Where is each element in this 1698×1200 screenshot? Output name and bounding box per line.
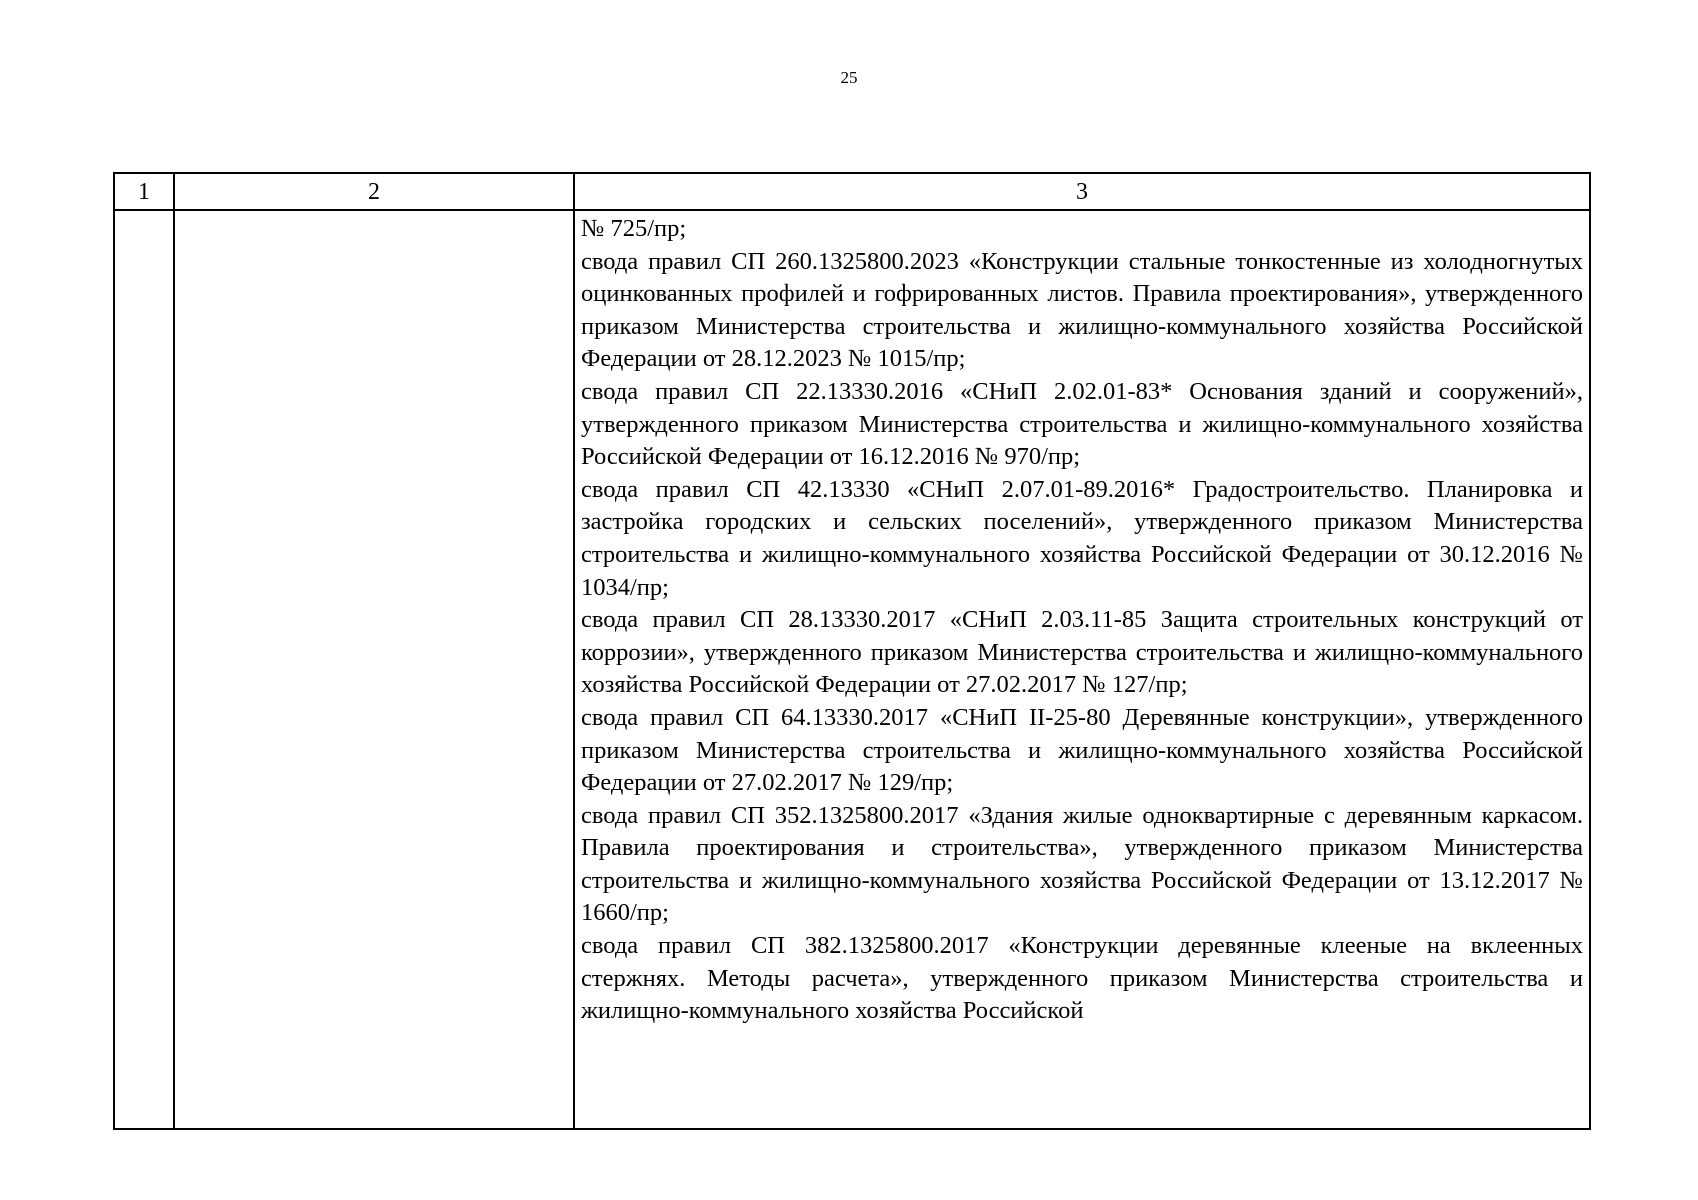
table-header-row: [114, 173, 1590, 210]
cell-col2: [174, 210, 574, 1129]
document-table: [113, 172, 1591, 1130]
paragraph: № 725/пр;: [581, 215, 687, 242]
header-cell-2: 2: [174, 173, 574, 210]
paragraph: свода правил СП 22.13330.2016 «СНиП 2.02.01-83* Основания зданий и сооружений», утвержденного приказом Министерства строительства и жилищно-коммунального хозяйства Российской Федерации от 16.12.2016 № 970/пр;: [581, 377, 1583, 471]
paragraph: свода правил СП 64.13330.2017 «СНиП II-25-80 Деревянные конструкции», утвержденного приказом Министерства строительства и жилищно-коммунального хозяйства Российской Федерации от 27.02.2017 № 129/пр;: [581, 703, 1583, 797]
paragraph: свода правил СП 352.1325800.2017 «Здания жилые одноквартирные с деревянным каркасом. Правила проектирования и строительства», утвержденного приказом Министерства строительства и жилищно-коммунального хозяйства Российской Федерации от 13.12.2017 № 1660/пр;: [581, 801, 1583, 927]
paragraph: свода правил СП 260.1325800.2023 «Конструкции стальные тонкостенные из холодногнутых оцинкованных профилей и гофрированных листов. Правила проектирования», утвержденного приказом Министерства строительства и жилищно-коммунального хозяйства Российской Федерации от 28.12.2023 № 1015/пр;: [581, 247, 1583, 373]
cell-col3: [574, 210, 1590, 1129]
page-number: 25: [840, 68, 858, 87]
header-cell-3: 3: [574, 173, 1590, 210]
cell-col1: [114, 210, 174, 1129]
table-row: [114, 210, 1590, 1129]
paragraph: свода правил СП 28.13330.2017 «СНиП 2.03.11-85 Защита строительных конструкций от коррозии», утвержденного приказом Министерства строительства и жилищно-коммунального хозяйства Российской Федерации от 27.02.2017 № 127/пр;: [581, 606, 1583, 699]
paragraph: свода правил СП 42.13330 «СНиП 2.07.01-89.2016* Градостроительство. Планировка и застройка городских и сельских поселений», утвержденного приказом Министерства строительства и жилищно-коммунального хозяйства Российской Федерации от 30.12.2016 № 1034/пр;: [581, 475, 1583, 601]
paragraph: свода правил СП 382.1325800.2017 «Конструкции деревянные клееные на вклеенных стержнях. Методы расчета», утвержденного приказом Министерства строительства и жилищно-коммунального хозяйства Российской: [581, 932, 1583, 1025]
header-cell-1: 1: [114, 173, 174, 210]
